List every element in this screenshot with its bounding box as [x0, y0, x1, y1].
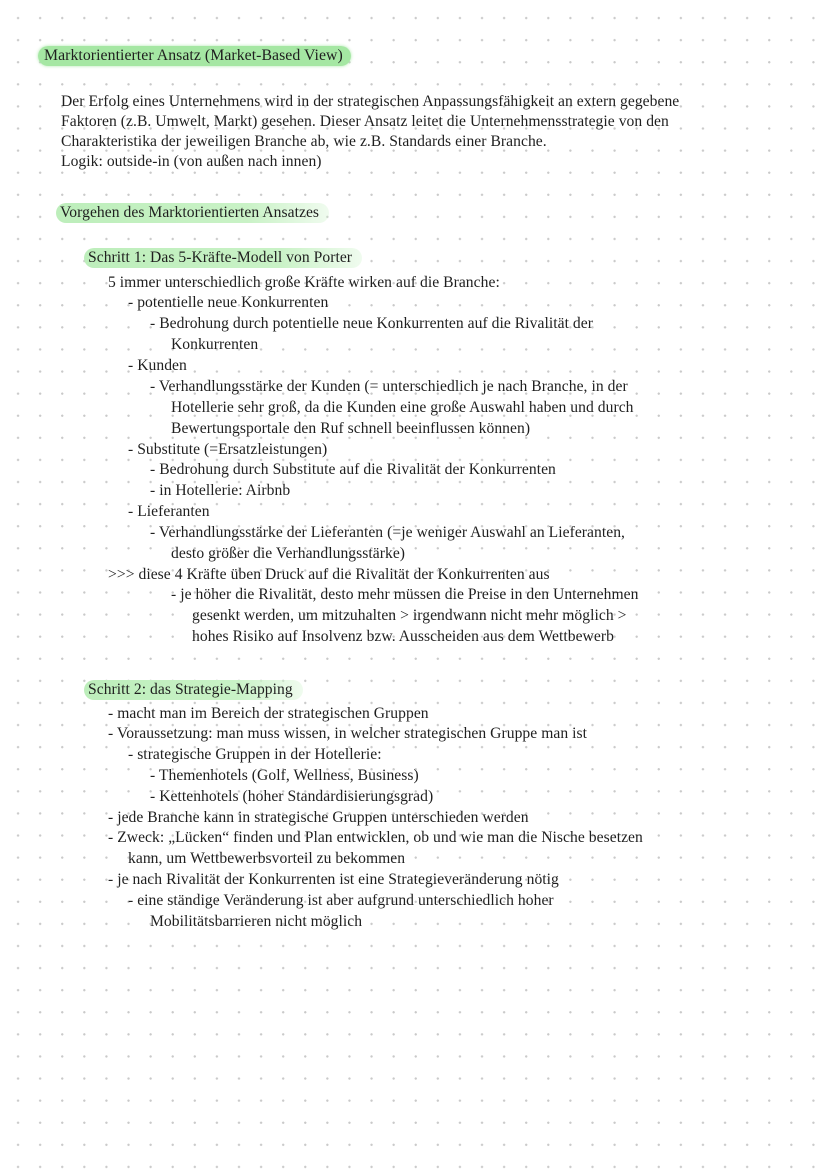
step2-line: - Voraussetzung: man muss wissen, in welcher strategischen Gruppe man ist [108, 725, 588, 742]
step2-line: - strategische Gruppen in der Hotellerie: [128, 746, 382, 763]
step2-line: - je nach Rivalität der Konkurrenten ist eine Strategieveränderung nötig [108, 871, 559, 888]
intro-line: Der Erfolg eines Unternehmens wird in der strategischen Anpassungsfähigkeit an extern gegebene [61, 93, 680, 110]
step1-line: - Substitute (=Ersatzleistungen) [128, 441, 328, 458]
step2-line: Mobilitätsbarrieren nicht möglich [150, 913, 363, 930]
step2-line: - eine ständige Veränderung ist aber aufgrund unterschiedlich hoher [128, 892, 554, 909]
step1-line: desto größer die Verhandlungsstärke) [171, 545, 406, 562]
step2-line: - Themenhotels (Golf, Wellness, Business) [150, 767, 419, 784]
step1-line: Hotellerie sehr groß, da die Kunden eine große Auswahl haben und durch [171, 399, 634, 416]
step1-line: - in Hotellerie: Airbnb [150, 482, 291, 499]
step1-line: gesenkt werden, um mitzuhalten > irgendwann nicht mehr möglich > [192, 607, 627, 624]
section-heading-row [56, 203, 329, 223]
step2-heading: Schritt 2: das Strategie-Mapping [84, 680, 303, 700]
page-title-row [38, 46, 351, 66]
step1-line: - Bedrohung durch potentielle neue Konkurrenten auf die Rivalität der [150, 315, 593, 332]
step1-line: - je höher die Rivalität, desto mehr müssen die Preise in den Unternehmen [171, 586, 639, 603]
step2-line: - Kettenhotels (hoher Standardisierungsgrad) [150, 788, 434, 805]
step2-line: kann, um Wettbewerbsvorteil zu bekommen [128, 850, 406, 867]
step1-line: - Verhandlungsstärke der Lieferanten (=je weniger Auswahl an Lieferanten, [150, 524, 626, 541]
step2-line: - jede Branche kann in strategische Gruppen unterschieden werden [108, 809, 529, 826]
step1-line: - Verhandlungsstärke der Kunden (= unterschiedlich je nach Branche, in der [150, 378, 628, 395]
step1-line: - Lieferanten [128, 503, 210, 520]
section-heading: Vorgehen des Marktorientierten Ansatzes [56, 203, 329, 223]
step1-line: >>> diese 4 Kräfte üben Druck auf die Rivalität der Konkurrenten aus [108, 566, 550, 583]
step1-line: Konkurrenten [171, 336, 259, 353]
page-title: Marktorientierter Ansatz (Market-Based View) [38, 46, 351, 66]
step2-line: - macht man im Bereich der strategischen Gruppen [108, 705, 429, 722]
intro-line: Logik: outside-in (von außen nach innen) [61, 153, 322, 170]
step1-line: - Bedrohung durch Substitute auf die Rivalität der Konkurrenten [150, 461, 556, 478]
intro-line: Charakteristika der jeweiligen Branche ab, wie z.B. Standards einer Branche. [61, 133, 547, 150]
step1-heading: Schritt 1: Das 5-Kräfte-Modell von Porter [84, 248, 362, 268]
step1-line: Bewertungsportale den Ruf schnell beeinflussen können) [171, 420, 531, 437]
step1-line: 5 immer unterschiedlich große Kräfte wirken auf die Branche: [108, 274, 500, 291]
step2-heading-row [84, 680, 303, 700]
step1-line: - Kunden [128, 357, 187, 374]
step1-line: - potentielle neue Konkurrenten [128, 294, 329, 311]
intro-line: Faktoren (z.B. Umwelt, Markt) gesehen. Dieser Ansatz leitet die Unternehmensstrategie von den [61, 113, 669, 130]
step1-line: hohes Risiko auf Insolvenz bzw. Ausscheiden aus dem Wettbewerb [192, 628, 614, 645]
step1-heading-row [84, 248, 362, 268]
step2-line: - Zweck: „Lücken“ finden und Plan entwicklen, ob und wie man die Nische besetzen [108, 829, 643, 846]
